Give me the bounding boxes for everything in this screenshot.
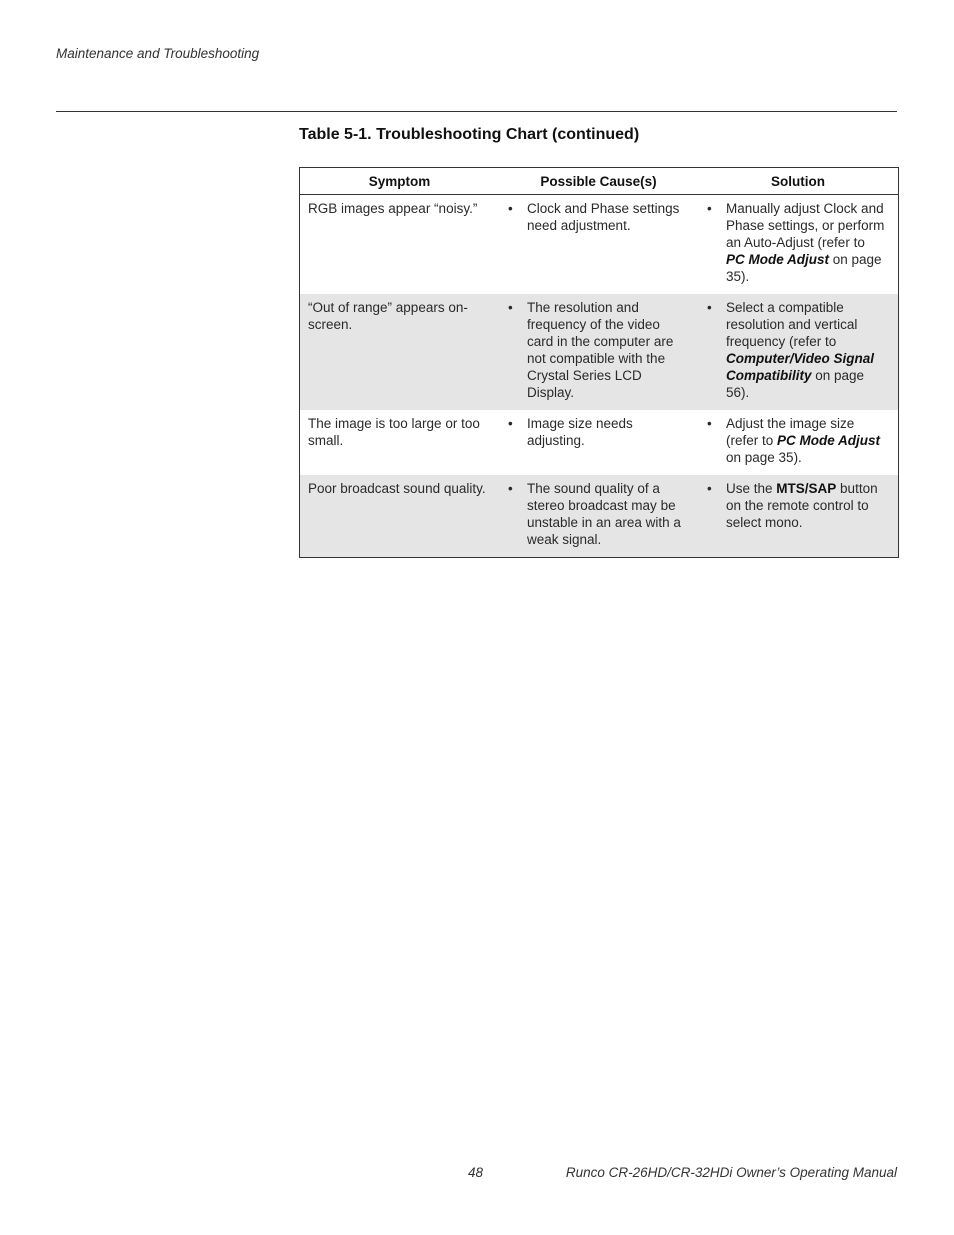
bullet: • [508,201,513,216]
page-number: 48 [468,1165,484,1180]
symptom-text: “Out of range” appears on-screen. [308,300,468,332]
bullet: • [707,300,712,315]
column-header-solution: Solution [698,168,899,195]
solution-cell [698,195,899,295]
symptom-text: Poor broadcast sound quality. [308,481,486,496]
symptom-text: The image is too large or too small. [308,416,480,448]
table-title: Table 5-1. Troubleshooting Chart (continued) [299,126,640,143]
cause-text: The sound quality of a stereo broadcast may be unstable in an area with a weak signal. [527,481,681,547]
solution-text: Adjust the image size (refer to [726,416,855,448]
cause-text: Image size needs adjusting. [527,416,633,448]
cause-cell [499,475,698,558]
symptom-cell [300,195,500,295]
bullet: • [508,300,513,315]
running-head: Maintenance and Troubleshooting [56,46,260,61]
table-header-row [300,168,899,195]
solution-text-end: on page 35). [726,450,802,465]
solution-text: Use the [726,481,777,496]
solution-text: Manually adjust Clock and Phase settings, or perform an Auto-Adjust (refer to [726,201,885,250]
cause-cell [499,410,698,475]
solution-text-end: button on the remote control to select mono. [726,481,878,530]
solution-cell [698,294,899,410]
solution-text: Select a compatible resolution and vertical frequency (refer to [726,300,858,349]
bullet: • [508,481,513,496]
table-row [300,294,899,410]
symptom-text: RGB images appear “noisy.” [308,201,478,216]
cause-cell [499,294,698,410]
table-row [300,410,899,475]
column-header-cause: Possible Cause(s) [499,168,698,195]
cause-text: Clock and Phase settings need adjustment. [527,201,680,233]
column-header-symptom: Symptom [300,168,500,195]
bullet: • [707,201,712,216]
bullet: • [508,416,513,431]
solution-cell [698,475,899,558]
solution-reference: PC Mode Adjust [777,433,881,448]
symptom-cell [300,410,500,475]
solution-text-end: on page 56). [726,368,865,400]
solution-cell [698,410,899,475]
troubleshooting-table [299,167,899,558]
bullet: • [707,481,712,496]
symptom-cell [300,294,500,410]
solution-text-end: on page 35). [726,252,882,284]
cause-text: The resolution and frequency of the video card in the computer are not compatible with the Crystal Series LCD Display. [527,300,674,400]
bullet: • [707,416,712,431]
table-row [300,195,899,295]
cause-cell [499,195,698,295]
symptom-cell [300,475,500,558]
manual-title: Runco CR-26HD/CR-32HDi Owner’s Operating Manual [565,1165,897,1180]
solution-reference: Computer/Video Signal Compatibility [726,351,875,383]
header-rule [56,111,897,112]
table-row [300,475,899,558]
solution-reference: PC Mode Adjust [726,252,829,267]
button-name: MTS/SAP [776,481,837,496]
